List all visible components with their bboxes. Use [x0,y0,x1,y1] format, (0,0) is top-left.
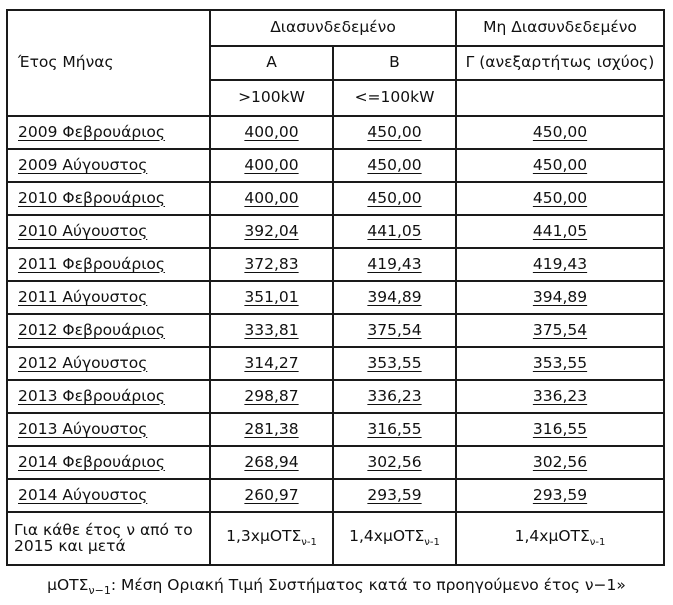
period-cell [7,380,210,413]
value-c-cell [456,314,664,347]
value-c-cell [456,380,664,413]
period-header: Έτος Μήνας [7,10,210,116]
value-b-cell [333,281,456,314]
value-b-cell [333,248,456,281]
header-row-1 [7,10,664,46]
value-a-cell-text: 400,00 [244,122,299,141]
value-b-cell [333,380,456,413]
table-row [7,314,664,347]
period-cell [7,479,210,512]
value-a-cell [210,149,333,182]
value-c-cell-text: 441,05 [532,221,588,240]
value-c-cell-text: 336,23 [532,386,588,405]
power-a-header: >100kW [210,80,333,116]
period-cell-text: 2014 Φεβρουάριος [18,452,166,471]
value-a-cell [210,281,333,314]
value-b-cell-text: 375,54 [367,320,422,339]
value-b-cell-text: 419,43 [367,254,422,273]
value-a-cell-text: 400,00 [244,155,299,174]
value-a-cell [210,347,333,380]
value-a-cell-text: 260,97 [244,485,299,504]
period-cell [7,314,210,347]
table-row [7,281,664,314]
value-c-cell [456,413,664,446]
value-c-cell [456,116,664,149]
final-label-line-1: Για κάθε έτος ν από το [14,521,193,539]
table-row [7,182,664,215]
value-a-cell [210,446,333,479]
table-row [7,479,664,512]
col-b-header: Β [333,46,456,80]
value-b-cell [333,149,456,182]
table-row [7,347,664,380]
period-cell [7,116,210,149]
value-c-cell [456,281,664,314]
final-c-sub: ν-1 [589,537,606,549]
table-row [7,380,664,413]
footnote [0,576,673,597]
value-c-cell-text: 375,54 [532,320,588,339]
final-row-label [7,512,210,565]
value-a-cell [210,380,333,413]
power-b-header: <=100kW [333,80,456,116]
period-cell-text: 2010 Αύγουστος [18,221,148,240]
non-connected-header: Μη Διασυνδεδεμένο [456,10,664,46]
value-a-cell-text: 351,01 [244,287,299,306]
period-cell [7,446,210,479]
value-a-cell [210,182,333,215]
final-a-value [210,512,333,565]
power-c-header-empty [456,80,664,116]
tariff-table [6,9,665,566]
final-b-main: 1,4xμΟΤΣ [349,526,425,545]
value-b-cell-text: 450,00 [367,155,422,174]
table-row [7,413,664,446]
value-b-cell [333,116,456,149]
value-a-cell [210,314,333,347]
final-a-sub: ν-1 [301,537,317,549]
final-a-main: 1,3xμΟΤΣ [226,526,302,545]
value-c-cell-text: 353,55 [532,353,588,372]
value-b-cell-text: 293,59 [367,485,422,504]
value-c-cell-text: 293,59 [532,485,588,504]
value-c-cell [456,347,664,380]
value-b-cell-text: 316,55 [367,419,422,438]
value-c-cell [456,149,664,182]
period-cell-text: 2011 Φεβρουάριος [18,254,166,273]
value-c-cell-text: 450,00 [532,188,588,207]
value-c-cell-text: 394,89 [532,287,588,306]
value-b-cell-text: 353,55 [367,353,422,372]
value-a-cell [210,248,333,281]
table-row [7,149,664,182]
period-cell [7,413,210,446]
value-b-cell-text: 441,05 [367,221,422,240]
value-b-cell-text: 450,00 [367,188,422,207]
period-cell-text: 2014 Αύγουστος [18,485,148,504]
period-cell-text: 2009 Φεβρουάριος [18,122,166,141]
col-a-header: Α [210,46,333,80]
period-cell-text: 2013 Φεβρουάριος [18,386,166,405]
value-c-cell-text: 450,00 [532,155,588,174]
period-cell [7,248,210,281]
period-cell [7,215,210,248]
value-c-cell [456,182,664,215]
period-cell [7,347,210,380]
value-a-cell-text: 298,87 [244,386,299,405]
value-a-cell-text: 372,83 [244,254,299,273]
value-a-cell-text: 392,04 [244,221,299,240]
table-row [7,248,664,281]
period-cell-text: 2010 Φεβρουάριος [18,188,166,207]
value-a-cell [210,413,333,446]
value-b-cell [333,215,456,248]
value-a-cell-text: 333,81 [244,320,299,339]
value-a-cell-text: 400,00 [244,188,299,207]
period-cell-text: 2009 Αύγουστος [18,155,148,174]
value-c-cell-text: 302,56 [532,452,588,471]
value-c-cell [456,479,664,512]
value-c-cell-text: 316,55 [532,419,588,438]
value-c-cell [456,446,664,479]
period-cell-text: 2011 Αύγουστος [18,287,148,306]
period-cell-text: 2012 Αύγουστος [18,353,148,372]
value-b-cell-text: 336,23 [367,386,422,405]
period-cell [7,149,210,182]
table-row [7,446,664,479]
value-c-cell-text: 450,00 [532,122,588,141]
value-c-cell-text: 419,43 [532,254,588,273]
table-row [7,116,664,149]
value-a-cell-text: 281,38 [244,419,299,438]
footnote-symbol: μΟΤΣ [47,576,89,594]
final-b-sub: ν-1 [424,537,440,549]
value-b-cell [333,182,456,215]
value-b-cell-text: 394,89 [367,287,422,306]
value-b-cell [333,347,456,380]
value-b-cell-text: 302,56 [367,452,422,471]
value-a-cell-text: 268,94 [244,452,299,471]
value-a-cell-text: 314,27 [244,353,299,372]
final-c-value [456,512,664,565]
footnote-sub: ν−1 [88,584,111,598]
value-c-cell [456,215,664,248]
value-c-cell [456,248,664,281]
final-label-line-2: 2015 και μετά [14,536,126,555]
value-a-cell [210,116,333,149]
final-b-value [333,512,456,565]
period-cell [7,281,210,314]
value-b-cell [333,314,456,347]
period-cell-text: 2012 Φεβρουάριος [18,320,166,339]
table-row [7,215,664,248]
value-a-cell [210,479,333,512]
value-b-cell [333,446,456,479]
value-b-cell [333,413,456,446]
final-c-main: 1,4xμΟΤΣ [514,526,590,545]
value-b-cell-text: 450,00 [367,122,422,141]
value-b-cell [333,479,456,512]
period-cell [7,182,210,215]
connected-header: Διασυνδεδεμένο [210,10,456,46]
final-row [7,512,664,565]
footnote-text: : Μέση Οριακή Τιμή Συστήματος κατά το προηγούμενο έτος ν−1» [110,576,626,594]
col-c-header: Γ (ανεξαρτήτως ισχύος) [456,46,664,80]
value-a-cell [210,215,333,248]
period-cell-text: 2013 Αύγουστος [18,419,148,438]
